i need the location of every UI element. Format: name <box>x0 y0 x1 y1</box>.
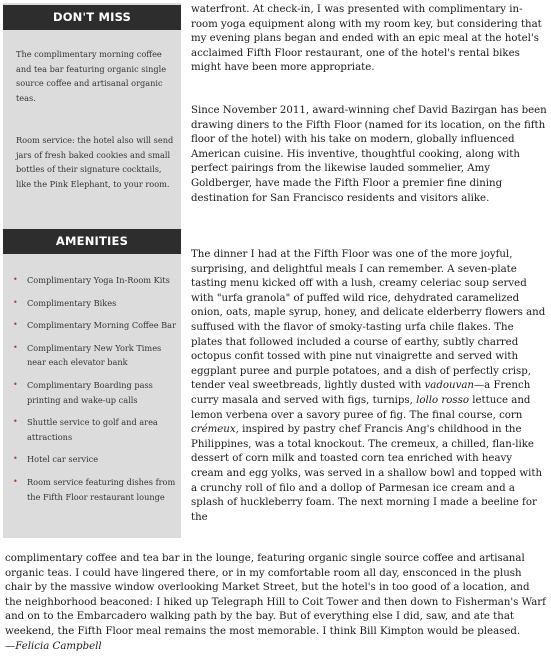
bullet-icon: • <box>13 342 18 352</box>
bullet-icon: • <box>13 454 18 464</box>
article-paragraph-3: The dinner I had at the Fifth Floor was one of the more joyful, surprising, and delightful meals I can remember. A seven-plate tasting menu kicked off with a lush, creamy celeriac soup served with "urfa granola" of puffed wild rice, dehydrated caramelized onion, oats, maple syrup, honey, and delicate elderberry flowers and suffused with the flavor of smoky-tasting urfa chile flakes. The plates that followed included a course of earthy, subtly charred octopus confit tossed with pine nut vinaigrette and served with eggplant puree and purple potatoes, and a dish of perfectly crisp, tender veal sweetbreads, lightly dusted with vadouvan—a French curry masala and served with figs, turnips, lollo rosso lettuce and lemon verbena over a savory puree of fig. The final course, corn crémeux, inspired by pastry chef Francis Ang's childhood in the Philippines, was a total knockout. The cremeux, a chilled, flan-like dessert of corn milk and toasted corn tea enriched with heavy cream and egg yolks, was served in a shallow bowl and topped with a crunchy roll of filo and a dollop of Parmesan ice cream and a splash of huckleberry foam. The next morning I made a beeline for the <box>191 249 546 523</box>
cremeux-term: crémeux <box>191 424 236 436</box>
list-item: • Hotel car service <box>13 452 177 467</box>
bullet-icon: • <box>13 320 18 330</box>
dont-miss-room-service-text: Room service: the hotel also will send jars of fresh baked cookies and small bottles of their signature cocktails, like the Pink Elephant, to your room. <box>16 135 174 189</box>
lollo-rosso-term: lollo rosso <box>416 394 470 406</box>
list-item: • Complimentary Bikes <box>13 296 177 311</box>
bullet-icon: • <box>13 275 18 284</box>
bullet-icon: • <box>13 417 18 427</box>
dont-miss-coffee-text: The complimentary morning coffee and tea bar featuring organic single source coffee and artisanal organic teas. <box>16 49 167 103</box>
article-paragraph-2: Since November 2011, award-winning chef David Bazirgan has been drawing diners to the Fifth Floor (named for its location, on the fifth floor of the hotel) with his take on modern, globally influenced American cuisine. His inventive, thoughtful cooking, along with perfect pairings from the likewise lauded sommelier, Amy Goldberger, have made the Fifth Floor a premier fine dining destination for San Francisco residents and visitors alike. <box>191 105 547 204</box>
bullet-icon: • <box>13 379 18 389</box>
list-item: • Shuttle service to golf and area attractions <box>13 417 158 442</box>
article-paragraph-4: complimentary coffee and tea bar in the lounge, featuring organic single source coffee and artisanal organic teas. I could have lingered there, or in my comfortable room all day, ensconced in the plush chair by the massive window overlooking Market Street, but the hotel's in too good of a location, and the neighborhood beaconed: I hiked up Telegraph Hill to Coit Tower and then down to Fisherman's Warf and on to the Embarcadero walking path by the bay. But of everything else I did, saw, and ate that weekend, the Fifth Floor meal remains the most memorable. I think Bill Kimpton would be pleased. —Felicia Campbell <box>5 552 547 654</box>
bullet-icon: • <box>13 476 18 486</box>
sidebar <box>3 3 181 538</box>
author-signature: —Felicia Campbell <box>5 640 102 652</box>
list-item: • Complimentary Boarding pass printing and wake-up calls <box>13 379 153 405</box>
amenities-list <box>13 273 177 512</box>
list-item: • Room service featuring dishes from the Fifth Floor restaurant lounge <box>13 476 176 502</box>
list-item: • Complimentary Yoga In-Room Kits <box>13 273 177 288</box>
amenities-header: AMENITIES <box>3 229 181 254</box>
article-paragraph-1: waterfront. At check-in, I was presented with complimentary in-room yoga equipment along with my room key, but considering that my evening plans began and ended with an epic meal at the hotel's acclaimed Fifth Floor restaurant, one of the hotel's rental bikes might have been more appropriate. <box>191 4 542 74</box>
dont-miss-header: DON'T MISS <box>3 5 181 30</box>
list-item: • Complimentary New York Times near each elevator bank <box>13 342 162 368</box>
vadouvan-term: vadouvan <box>424 380 474 392</box>
bullet-icon: • <box>13 297 18 307</box>
list-item: • Complimentary Morning Coffee Bar <box>13 318 177 333</box>
